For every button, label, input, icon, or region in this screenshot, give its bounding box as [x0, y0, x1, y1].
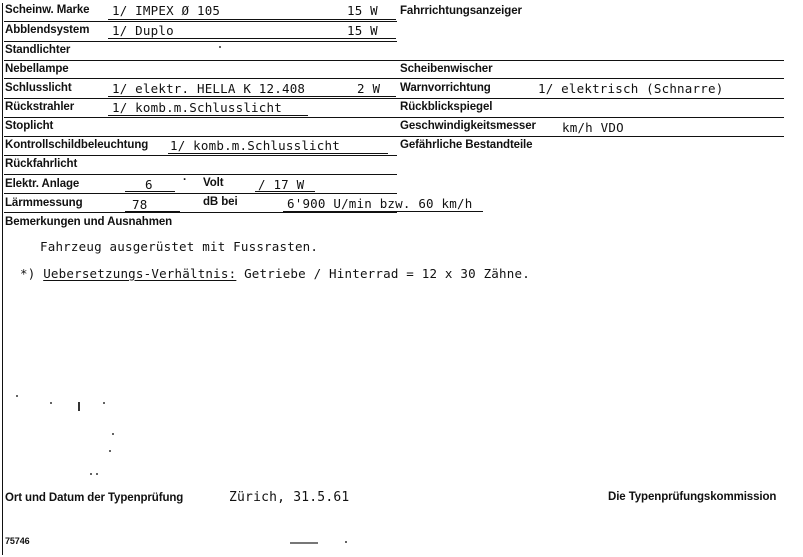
row-label-kontrollschild: Kontrollschildbeleuchtung — [5, 139, 149, 151]
row-line — [4, 41, 397, 42]
remarks-ratio-value: Getriebe / Hinterrad = 12 x 30 Zähne. — [236, 266, 530, 281]
row-value-rueckstrahler: 1/ komb.m.Schlusslicht — [112, 100, 282, 115]
stray-mark — [96, 473, 98, 475]
row-line — [4, 60, 784, 61]
row-line — [4, 117, 784, 118]
row-line — [4, 78, 784, 79]
row-label-gefaehrliche-bestandteile: Gefährliche Bestandteile — [400, 139, 533, 151]
row-label-warnvorrichtung: Warnvorrichtung — [400, 82, 491, 94]
footer-ort-label: Ort und Datum der Typenprüfung — [5, 492, 184, 504]
row-line — [4, 98, 784, 99]
row-label-rueckblickspiegel: Rückblickspiegel — [400, 101, 493, 113]
remarks-heading: Bemerkungen und Ausnahmen — [5, 216, 173, 228]
row-line — [4, 155, 397, 156]
row-value-geschwindigkeitsmesser: km/h VDO — [562, 120, 624, 135]
stray-mark — [90, 473, 92, 475]
row-label-schlusslicht: Schlusslicht — [5, 82, 72, 94]
left-border — [2, 3, 3, 555]
row-value-elektr-volt: 6 — [145, 177, 153, 192]
row-value2-elektr: / 17 W — [258, 177, 305, 192]
row-value-kontrollschild: 1/ komb.m.Schlusslicht — [170, 138, 340, 153]
row-value-laermmessung: 78 — [132, 197, 148, 212]
stray-mark — [109, 450, 111, 452]
row-label-fahrrichtungsanzeiger: Fahrrichtungsanzeiger — [400, 5, 522, 17]
row-value-abblendsystem: 1/ Duplo — [112, 23, 174, 38]
row-label-stoplicht: Stoplicht — [5, 120, 54, 132]
row-label-rueckstrahler: Rückstrahler — [5, 101, 75, 113]
row-label-scheibenwischer: Scheibenwischer — [400, 63, 493, 75]
row-line — [4, 212, 397, 213]
value-underline — [168, 153, 388, 154]
row-value2-schlusslicht: 2 W — [357, 81, 381, 96]
row-label-nebellampe: Nebellampe — [5, 63, 69, 75]
footer-ort-value: Zürich, 31.5.61 — [229, 490, 350, 505]
stray-mark — [16, 395, 18, 397]
value-underline — [125, 211, 180, 212]
row-value-scheinwerfer: 1/ IMPEX Ø 105 — [112, 3, 221, 18]
row-label-geschwindigkeitsmesser: Geschwindigkeitsmesser — [400, 120, 536, 132]
row-label-abblendsystem: Abblendsystem — [5, 24, 90, 36]
remarks-ratio-label: Uebersetzungs-Verhältnis: — [43, 266, 237, 281]
row-value-schlusslicht: 1/ elektr. HELLA K 12.408 — [112, 81, 306, 96]
row-label-rueckfahrlicht: Rückfahrlicht — [5, 158, 78, 170]
stray-mark — [50, 402, 52, 404]
value-underline — [125, 191, 175, 192]
remarks-line-1: Fahrzeug ausgerüstet mit Fussrasten. — [40, 239, 319, 254]
row-mid-elektr: Volt — [203, 177, 224, 189]
stray-mark — [112, 433, 114, 435]
stray-mark — [290, 542, 318, 544]
row-mid-laermmessung: dB bei — [203, 196, 238, 208]
value-underline — [108, 96, 396, 97]
row-value2-abblendsystem: 15 W — [347, 23, 378, 38]
row-value2-scheinwerfer: 15 W — [347, 3, 378, 18]
remarks-asterisk: *) — [20, 266, 44, 281]
footer-commission: Die Typenprüfungskommission — [608, 491, 777, 503]
value-underline — [108, 19, 396, 20]
row-line — [4, 136, 784, 137]
stray-mark — [78, 402, 80, 411]
row-line — [4, 21, 397, 22]
row-line — [4, 174, 397, 175]
stray-mark — [103, 402, 105, 404]
value-underline — [108, 115, 308, 116]
value-underline — [108, 38, 396, 39]
value-underline — [255, 191, 315, 192]
footer-doc-number: 75746 — [5, 536, 30, 546]
row-label-standlichter: Standlichter — [5, 44, 71, 56]
stray-mark — [219, 46, 221, 48]
dot-separator: · — [183, 174, 187, 186]
row-label-elektr-anlage: Elektr. Anlage — [5, 178, 80, 190]
row-value2-laermmessung: 6'900 U/min bzw. 60 km/h — [287, 196, 473, 211]
row-value-warnvorrichtung: 1/ elektrisch (Schnarre) — [538, 81, 724, 96]
row-label-scheinwerfer: Scheinw. Marke — [5, 4, 90, 16]
row-label-laermmessung: Lärmmessung — [5, 197, 83, 209]
value-underline — [283, 211, 483, 212]
remarks-line-2 — [20, 266, 530, 281]
stray-mark — [345, 541, 347, 543]
row-line — [4, 193, 397, 194]
